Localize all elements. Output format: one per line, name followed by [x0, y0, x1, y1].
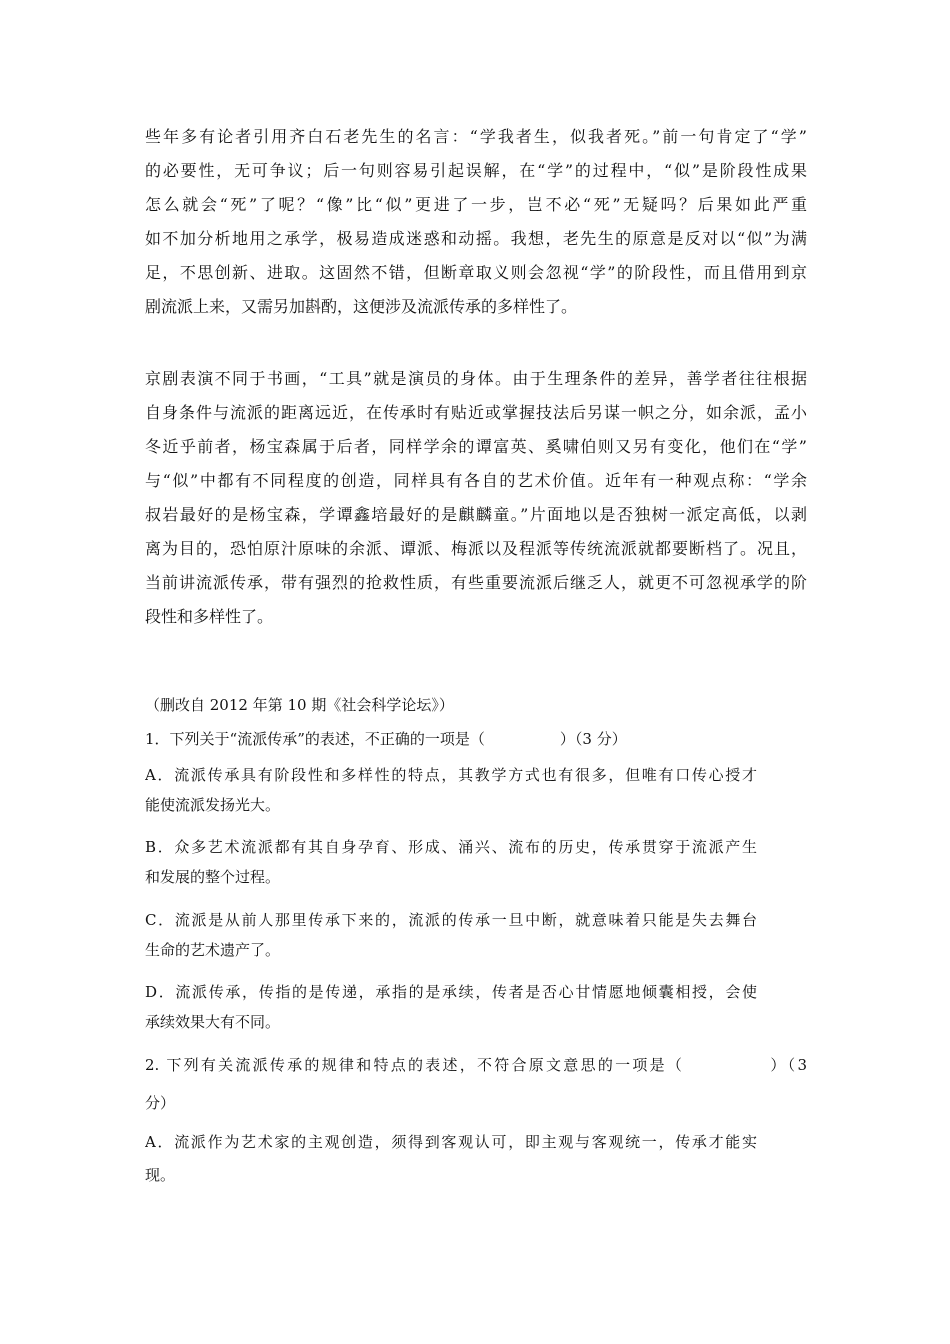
text-line: 怎么就会“死”了呢？“像”比“似”更进了一步，岂不必“死”无疑吗？后果如此严重 [145, 195, 807, 214]
text-line: 叔岩最好的是杨宝森，学谭鑫培最好的是麒麟童。”片面地以是否独树一派定高低，以剥 [145, 505, 807, 524]
option-line: 能使流派发扬光大。 [145, 796, 281, 814]
text-line: 些年多有论者引用齐白石老先生的名言：“学我者生，似我者死。”前一句肯定了“学” [145, 127, 807, 146]
text-line: 剧流派上来，又需另加斟酌，这便涉及流派传承的多样性了。 [145, 297, 578, 316]
question-2 [145, 1046, 807, 1122]
option-line: B．众多艺术流派都有其自身孕育、形成、涌兴、流布的历史，传承贯穿于流派产生 [145, 838, 757, 856]
text-line: 离为目的，恐怕原汁原味的余派、谭派、梅派以及程派等传统流派就都要断档了。况且， [145, 539, 807, 558]
passage-paragraph-1 [145, 120, 807, 324]
source-citation [145, 690, 807, 720]
option-line: 生命的艺术遗产了。 [145, 941, 281, 959]
passage-paragraph-2 [145, 362, 807, 634]
text-line: 当前讲流派传承，带有强烈的抢救性质，有些重要流派后继乏人，就更不可忽视承学的阶 [145, 573, 807, 592]
text-line: 与“似”中都有不同程度的创造，同样具有各自的艺术价值。近年有一种观点称：“学余 [145, 471, 807, 490]
question-stem: 1．下列关于“流派传承”的表述，不正确的一项是（ ）（3 分） [145, 730, 627, 748]
text-line: 足，不思创新、进取。这固然不错，但断章取义则会忽视“学”的阶段性，而且借用到京 [145, 263, 807, 282]
question-2-option-a [145, 1126, 757, 1192]
option-line: 现。 [145, 1166, 176, 1184]
option-line: 承续效果大有不同。 [145, 1013, 281, 1031]
text-line: 冬近乎前者，杨宝森属于后者，同样学余的谭富英、奚啸伯则又另有变化，他们在“学” [145, 437, 807, 456]
question-1-option-a [145, 760, 757, 820]
citation-text: （删改自 2012 年第 10 期《社会科学论坛》） [145, 696, 454, 714]
option-line: 和发展的整个过程。 [145, 868, 281, 886]
option-line: D．流派传承，传指的是传递，承指的是承续，传者是否心甘情愿地倾囊相授，会使 [145, 983, 757, 1001]
text-line: 的必要性，无可争议；后一句则容易引起误解，在“学”的过程中，“似”是阶段性成果 [145, 161, 807, 180]
text-line: 段性和多样性了。 [145, 607, 274, 626]
text-line: 京剧表演不同于书画，“工具”就是演员的身体。由于生理条件的差异，善学者往往根据 [145, 369, 807, 388]
text-line: 自身条件与流派的距离远近，在传承时有贴近或掌握技法后另谋一帜之分，如余派，孟小 [145, 403, 807, 422]
question-1-option-d [145, 977, 757, 1037]
question-stem: 2. 下列有关流派传承的规律和特点的表述，不符合原文意思的一项是（ ）（3 [145, 1056, 807, 1074]
option-line: C．流派是从前人那里传承下来的，流派的传承一旦中断，就意味着只能是失去舞台 [145, 911, 757, 929]
option-line: A．流派作为艺术家的主观创造，须得到客观认可，即主观与客观统一，传承才能实 [145, 1133, 757, 1151]
text-line: 如不加分析地用之承学，极易造成迷惑和动摇。我想，老先生的原意是反对以“似”为满 [145, 229, 807, 248]
question-1-option-b [145, 832, 757, 892]
option-line: A．流派传承具有阶段性和多样性的特点，其教学方式也有很多，但唯有口传心授才 [145, 766, 757, 784]
question-1-option-c [145, 905, 757, 965]
question-1 [145, 724, 807, 754]
question-stem: 分） [145, 1094, 176, 1112]
